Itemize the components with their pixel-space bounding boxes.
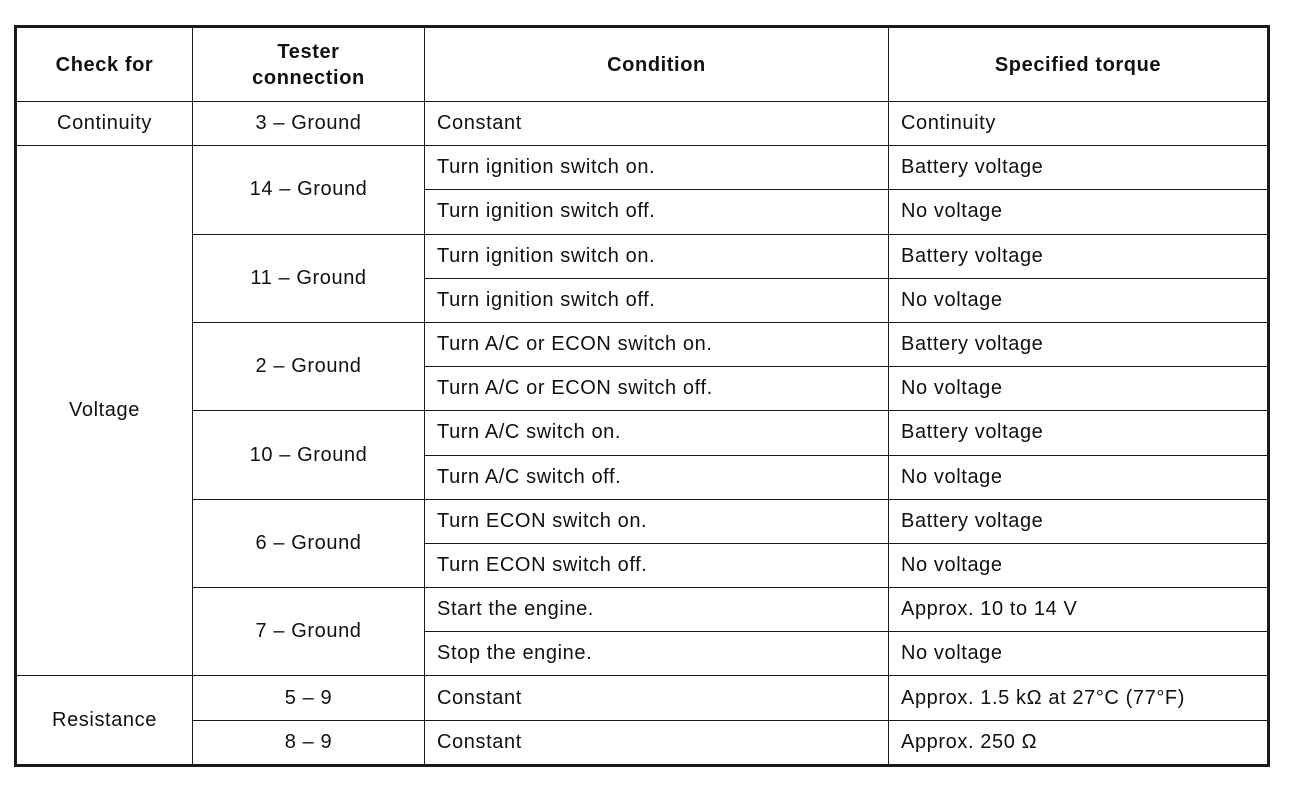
spec-cell: Battery voltage (889, 234, 1268, 278)
table-header-row (17, 28, 1268, 102)
check-for-cell: Resistance (17, 676, 193, 765)
spec-cell: No voltage (889, 367, 1268, 411)
table-row (17, 720, 1268, 764)
spec-cell: No voltage (889, 632, 1268, 676)
condition-cell: Turn ignition switch on. (425, 146, 889, 190)
condition-cell: Turn ECON switch on. (425, 499, 889, 543)
tester-connection-cell: 11 – Ground (193, 234, 425, 322)
condition-cell: Turn ignition switch off. (425, 190, 889, 234)
condition-cell: Turn A/C switch off. (425, 455, 889, 499)
table-row (17, 322, 1268, 366)
table-row (17, 676, 1268, 720)
table-row (17, 102, 1268, 146)
table-row (17, 499, 1268, 543)
spec-cell: No voltage (889, 190, 1268, 234)
condition-cell: Turn A/C or ECON switch off. (425, 367, 889, 411)
table-row (17, 411, 1268, 455)
spec-table-frame (14, 25, 1270, 767)
tester-connection-cell: 7 – Ground (193, 588, 425, 676)
header-tester-connection-line2: connection (252, 66, 365, 89)
tester-connection-cell: 10 – Ground (193, 411, 425, 499)
header-tester-connection (193, 28, 425, 102)
condition-cell: Stop the engine. (425, 632, 889, 676)
check-for-cell: Voltage (17, 146, 193, 676)
table-row (17, 234, 1268, 278)
spec-cell: No voltage (889, 455, 1268, 499)
tester-connection-cell: 6 – Ground (193, 499, 425, 587)
tester-connection-cell: 5 – 9 (193, 676, 425, 720)
check-for-cell: Continuity (17, 102, 193, 146)
spec-cell: No voltage (889, 278, 1268, 322)
tester-connection-cell: 14 – Ground (193, 146, 425, 234)
condition-cell: Start the engine. (425, 588, 889, 632)
table-row (17, 146, 1268, 190)
spec-cell: Battery voltage (889, 146, 1268, 190)
condition-cell: Turn A/C switch on. (425, 411, 889, 455)
tester-connection-cell: 3 – Ground (193, 102, 425, 146)
condition-cell: Constant (425, 720, 889, 764)
condition-cell: Turn ECON switch off. (425, 543, 889, 587)
tester-connection-cell: 8 – 9 (193, 720, 425, 764)
table-row (17, 588, 1268, 632)
spec-table (16, 27, 1268, 765)
spec-cell: Approx. 10 to 14 V (889, 588, 1268, 632)
spec-cell: No voltage (889, 543, 1268, 587)
header-specified-torque: Specified torque (889, 28, 1268, 102)
spec-cell: Approx. 250 Ω (889, 720, 1268, 764)
header-condition: Condition (425, 28, 889, 102)
tester-connection-cell: 2 – Ground (193, 322, 425, 410)
spec-cell: Battery voltage (889, 322, 1268, 366)
condition-cell: Turn ignition switch off. (425, 278, 889, 322)
header-tester-connection-line1: Tester (277, 40, 340, 63)
condition-cell: Turn ignition switch on. (425, 234, 889, 278)
spec-cell: Battery voltage (889, 411, 1268, 455)
spec-cell: Continuity (889, 102, 1268, 146)
condition-cell: Turn A/C or ECON switch on. (425, 322, 889, 366)
condition-cell: Constant (425, 676, 889, 720)
spec-cell: Battery voltage (889, 499, 1268, 543)
header-check-for: Check for (17, 28, 193, 102)
spec-cell: Approx. 1.5 kΩ at 27°C (77°F) (889, 676, 1268, 720)
condition-cell: Constant (425, 102, 889, 146)
